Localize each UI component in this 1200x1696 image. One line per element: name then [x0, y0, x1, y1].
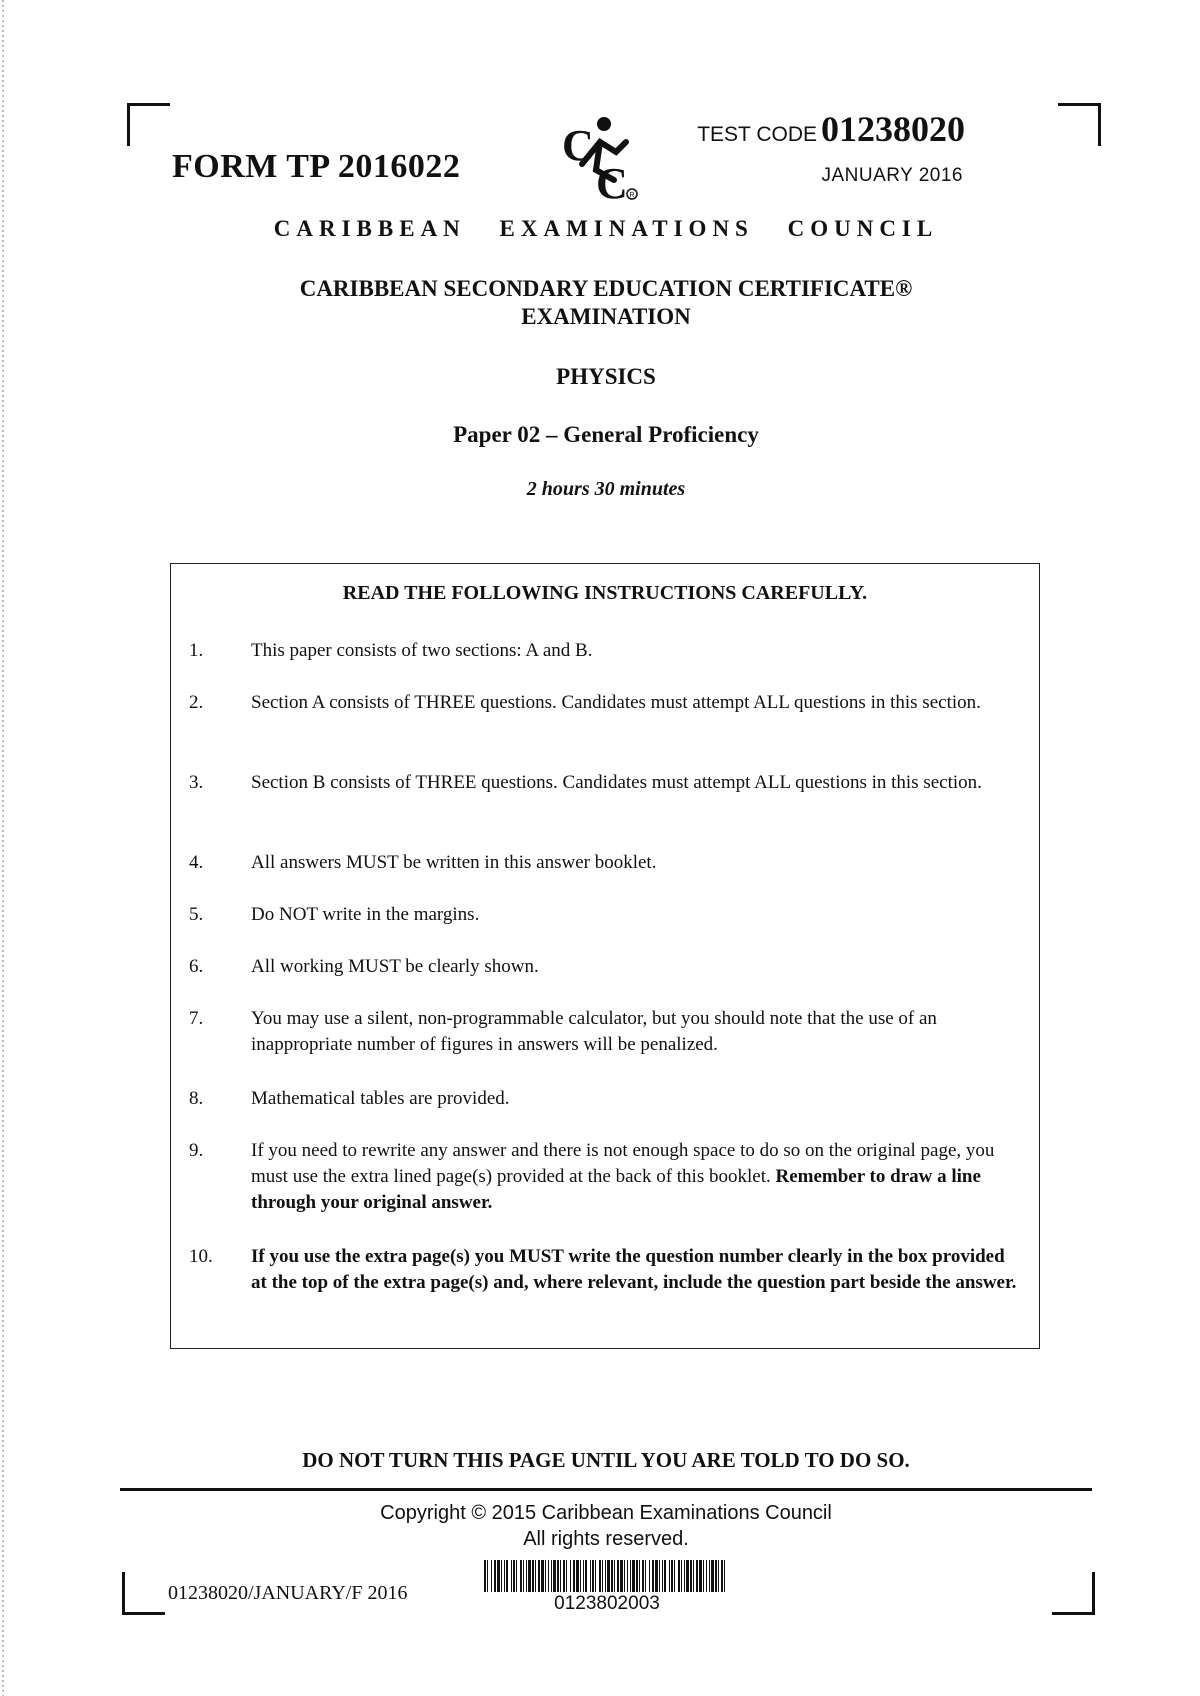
instruction-text: You may use a silent, non-programmable calculator, but you should note that the use of an inappropriate number of figures in answers will be penalized. — [251, 1008, 937, 1055]
exam-duration: 2 hours 30 minutes — [526, 478, 686, 500]
barcode-number: 0123802003 — [554, 1593, 660, 1614]
instruction-item — [189, 1244, 1019, 1296]
paper-title: Paper 02 – General Proficiency — [453, 422, 759, 447]
rights-line: All rights reserved. — [523, 1528, 689, 1550]
instruction-number: 10. — [189, 1246, 213, 1267]
instruction-item — [189, 850, 1019, 876]
footer-divider — [120, 1488, 1092, 1491]
subject-title: PHYSICS — [556, 364, 656, 389]
document-code: 01238020/JANUARY/F 2016 — [168, 1582, 408, 1604]
instruction-item — [189, 770, 1019, 796]
certificate-title — [0, 275, 1200, 331]
do-not-turn-warning: DO NOT TURN THIS PAGE UNTIL YOU ARE TOLD TO DO SO. — [302, 1448, 910, 1472]
instruction-item — [189, 1086, 1019, 1112]
instruction-text: If you use the extra page(s) you MUST write the question number clearly in the box provided at the top of the extra page(s) and, where relevant, include the question part beside the answer. — [251, 1246, 1017, 1293]
certificate-title-line2: EXAMINATION — [521, 304, 691, 329]
crop-mark-top-right — [1058, 103, 1101, 146]
instruction-number: 7. — [189, 1008, 204, 1029]
svg-text:C: C — [562, 121, 594, 170]
instruction-text-body: If you need to rewrite any answer and there is not enough space to do so on the original page, you must use the extra lined page(s) provided at the back of this booklet. — [251, 1140, 995, 1187]
crop-mark-top-left — [127, 103, 170, 146]
form-code: FORM TP 2016022 — [172, 148, 461, 185]
exam-date: JANUARY 2016 — [821, 165, 963, 186]
instruction-text: Mathematical tables are provided. — [251, 1088, 510, 1109]
council-name: CARIBBEAN EXAMINATIONS COUNCIL — [273, 216, 939, 241]
test-code-label: TEST CODE — [697, 123, 817, 146]
instruction-item — [189, 902, 1019, 928]
instruction-number: 3. — [189, 772, 204, 793]
instruction-item — [189, 1138, 1019, 1216]
copyright-line: Copyright © 2015 Caribbean Examinations Council — [380, 1502, 832, 1524]
svg-text:R: R — [629, 192, 635, 199]
cxc-logo-icon — [560, 112, 640, 202]
instruction-item — [189, 1006, 1019, 1058]
instruction-number: 5. — [189, 904, 204, 925]
instruction-number: 6. — [189, 956, 204, 977]
crop-mark-bottom-left — [122, 1572, 165, 1615]
instruction-item — [189, 954, 1019, 980]
copyright-notice — [0, 1500, 1200, 1552]
crop-mark-bottom-right — [1052, 1572, 1095, 1615]
instruction-emphasis: Remember to draw a line through your original answer. — [251, 1166, 981, 1213]
instruction-number: 9. — [189, 1140, 204, 1161]
instruction-text: All answers MUST be written in this answer booklet. — [251, 852, 657, 873]
scan-edge-decoration — [0, 0, 8, 1696]
test-code — [697, 108, 965, 150]
certificate-title-line1: CARIBBEAN SECONDARY EDUCATION CERTIFICATE® — [299, 276, 913, 301]
barcode-icon — [482, 1560, 732, 1592]
instruction-number: 8. — [189, 1088, 204, 1109]
instruction-text: This paper consists of two sections: A and B. — [251, 640, 593, 661]
instruction-text: Section A consists of THREE questions. Candidates must attempt ALL questions in this section. — [251, 692, 981, 713]
instruction-text: Section B consists of THREE questions. Candidates must attempt ALL questions in this section. — [251, 772, 982, 793]
instruction-number: 4. — [189, 852, 204, 873]
instruction-text: All working MUST be clearly shown. — [251, 956, 539, 977]
instruction-number: 1. — [189, 640, 204, 661]
test-code-value: 01238020 — [821, 109, 965, 149]
instruction-text — [251, 1138, 1019, 1216]
instructions-heading: READ THE FOLLOWING INSTRUCTIONS CAREFULLY. — [342, 582, 868, 604]
instruction-item — [189, 638, 1019, 664]
instruction-number: 2. — [189, 692, 204, 713]
instruction-item — [189, 690, 1019, 716]
svg-text:C: C — [596, 159, 628, 202]
instruction-text: Do NOT write in the margins. — [251, 904, 480, 925]
instructions-box — [170, 563, 1040, 1349]
